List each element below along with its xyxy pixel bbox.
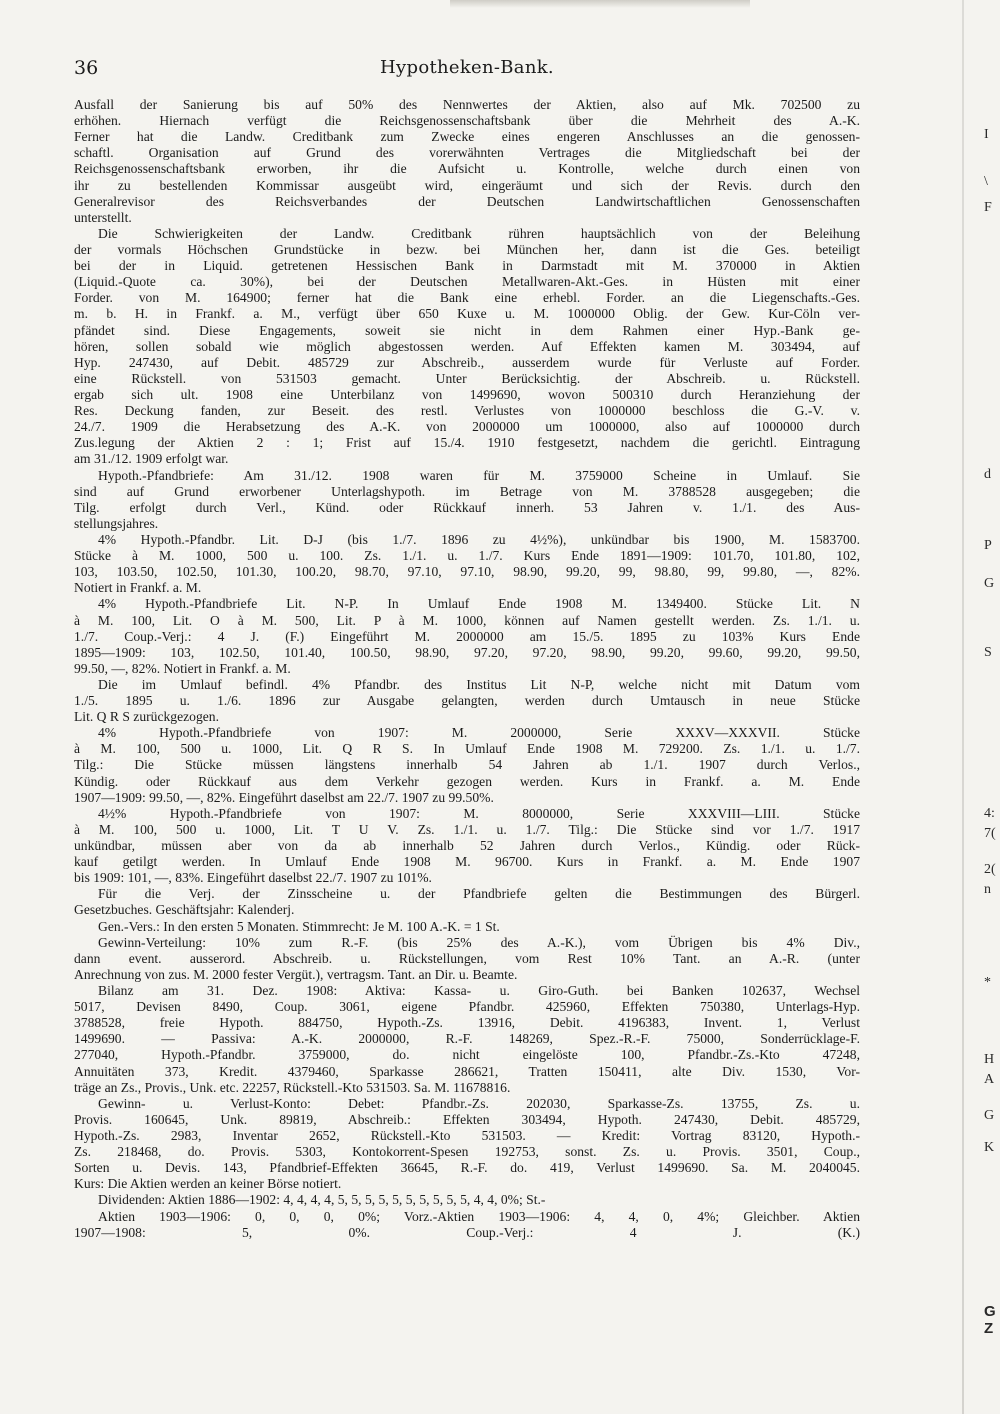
text-line: Tilg. erfolgt durch Verl., Künd. oder Rückkauf innerh. 53 Jahren v. 1./1. des Aus- [74,499,860,515]
text-line: à M. 100, 500 u. 1000, Lit. T U V. Zs. 1./1. u. 1./7. Tilg.: Die Stücke sind vor 1./7. 1917 [74,821,860,837]
text-line: unkündbar, müssen aber von da ab innerhalb 52 Jahren durch Verlos., Kündig. oder Rück- [74,838,860,854]
margin-fragment: G [984,1303,996,1320]
margin-fragment: \ [984,174,988,189]
margin-fragment: H [984,1052,995,1067]
text-line: Zs. 218468, do. Provis. 5303, Kontokorrent-Spesen 192753, sonst. Zs. u. Provis. 3501, Coup., [74,1144,860,1160]
text-line: stellungsjahres. [74,515,159,531]
text-line: Notiert in Frankf. a. M. [74,580,202,596]
text-line: ihr zu bestellenden Kommissar ausgeübt wird, eingeräumt und sich der Revis. durch den [74,177,860,193]
text-line: pfändet sind. Diese Engagements, soweit sie nicht in dem Rahmen einer Hyp.-Bank ge- [74,322,860,338]
text-line: kauf getilgt werden. In Umlauf Ende 1908 M. 96700. Kurs in Frankf. a. M. Ende 1907 [74,854,860,870]
margin-fragment: d [984,467,991,482]
text-line: Hyp. 247430, auf Debit. 485729 zur Abschreib., ausserdem wurde für Verluste auf Forder. [74,354,860,370]
text-line: Anrechnung von zus. M. 2000 fester Vergüt.), vertragsm. Tant. an Dir. u. Beamte. [74,966,518,982]
text-line: Die im Umlauf befindl. 4% Pfandbr. des Institus Lit N-P, welche nicht mit Datum vom [98,676,860,692]
margin-fragment: G [984,576,995,591]
text-line: am 31./12. 1909 erfolgt war. [74,451,229,467]
text-line: Annuitäten 373, Kredit. 4379460, Sparkasse 286621, Tratten 150411, alte Div. 1530, Vor- [74,1063,860,1079]
text-line: 24./7. 1909 die Herabsetzung des A.-K. von 2000000 um 1000000, also auf 1000000 durch [74,419,860,435]
text-line: 4% Hypoth.-Pfandbr. Lit. D-J (bis 1./7. 1896 zu 4½%), unkündbar bis 1900, M. 1583700. [98,531,860,547]
text-line: schaftl. Organisation auf Grund des vorerwähnten Vertrages die Mitgliedschaft bei der [74,145,860,161]
margin-fragment: P [984,538,992,553]
text-line: Kündig. oder Rückkauf aus dem Verkehr gezogen werden. Kurs in Frankf. a. M. Ende [74,773,860,789]
text-line: (Liquid.-Quote ca. 30%), bei der Deutschen Metallwaren-Akt.-Ges. in Hüsten mit einer [74,274,860,290]
text-line: Lit. Q R S zurückgezogen. [74,709,219,725]
text-line: hören, sollen sobald wie möglich abgestossen werden. Auf Effekten kamen M. 303494, auf [74,338,860,354]
text-line: Ferner hat die Landw. Creditbank zum Zwecke eines engeren Anschlusses an die genossen- [74,129,860,145]
text-line: erhöhen. Hiernach verfügt die Reichsgenossenschaftsbank über die Mehrheit des A.-K. [74,113,860,129]
text-line: Generalrevisor des Reichsverbandes der Deutschen Landwirtschaftlichen Genossenschaften [74,193,860,209]
text-line: der vormals Höchschen Grundstücke in bezw. bei München her, dann ist die Ges. beteiligt [74,241,860,257]
text-line: 277040, Hypoth.-Pfandbr. 3759000, do. nicht eingelöste 100, Pfandbr.-Zs.-Kto 47248, [74,1047,860,1063]
text-line: Forder. von M. 164900; ferner hat die Bank eine erhebl. Forder. an die Liegenschafts.-Ges. [74,290,860,306]
text-line: Gen.-Vers.: In den ersten 5 Monaten. Stimmrecht: Je M. 100 A.-K. = 1 St. [98,918,500,934]
margin-fragment: K [984,1140,995,1155]
text-line: m. b. H. in Frankf. a. M., verfügt über 650 Kuxe u. M. 1000000 Oblig. der Gew. Kur-Cöln ver- [74,306,860,322]
text-line: Dividenden: Aktien 1886—1902: 4, 4, 4, 4, 5, 5, 5, 5, 5, 5, 5, 5, 5, 5, 4, 4, 0%; St.- [98,1192,546,1208]
text-line: 4½% Hypoth.-Pfandbriefe von 1907: M. 8000000, Serie XXXVIII—LIII. Stücke [98,805,860,821]
text-line: dann event. ausserord. Abschreib. u. Rückstellungen, vom Rest 10% Tant. an A.-R. (unter [74,950,860,966]
text-line: Res. Deckung fanden, zur Beseit. des restl. Verlustes von 1000000 beschloss die G.-V. v. [74,403,860,419]
scan-shadow [450,0,750,8]
text-line: Aktien 1903—1906: 0, 0, 0, 0%; Vorz.-Aktien 1903—1906: 4, 4, 0, 4%; Gleichber. Aktien [98,1208,860,1224]
margin-fragment: S [984,645,992,660]
text-line: 5017, Devisen 8490, Coup. 3061, eigene Pfandbr. 425960, Effekten 750380, Unterlags-Hyp. [74,999,860,1015]
text-line: 1499690. — Passiva: A.-K. 2000000, R.-F. 148269, Spez.-R.-F. 75000, Sonderrücklage-F. [74,1031,860,1047]
margin-fragment: 2( [984,862,996,877]
text-line: bis 1909: 101, —, 83%. Eingeführt daselbst 22./7. 1907 zu 101%. [74,870,432,886]
margin-fragment: I [984,127,989,142]
text-line: Gewinn- u. Verlust-Konto: Debet: Pfandbr.-Zs. 202030, Sparkasse-Zs. 13755, Zs. u. [98,1095,860,1111]
text-line: Sorten u. Devis. 143, Pfandbrief-Effekten 36645, R.-F. do. 419, Verlust 1499690. Sa. M. 2040045. [74,1160,860,1176]
text-line: sind auf Grund erworbener Unterlagshypoth. im Betrage von M. 3788528 ausgegeben; die [74,483,860,499]
text-line: Die Schwierigkeiten der Landw. Creditbank rühren hauptsächlich von der Beleihung [98,225,860,241]
text-line: 1907—1908: 5, 0%. Coup.-Verj.: 4 J. (K.) [74,1224,860,1240]
margin-fragment: A [984,1072,995,1087]
text-line: Ausfall der Sanierung bis auf 50% des Nennwertes der Aktien, also auf Mk. 702500 zu [74,97,860,112]
margin-fragment: * [984,975,991,990]
text-line: Provis. 160645, Unk. 89819, Abschreib.: Effekten 303494, Hypoth. 247430, Debit. 485729, [74,1111,860,1127]
text-line: 1907—1909: 99.50, —, 82%. Eingeführt daselbst am 22./7. 1907 zu 99.50%. [74,789,494,805]
text-line: à M. 100, Lit. O à M. 500, Lit. P à M. 1000, können auf Namen gestellt werden. Zs. 1./1. u. [74,612,860,628]
text-line: 1./5. 1895 u. 1./6. 1896 zur Ausgabe gelangten, werden durch Umtausch in neue Stücke [74,693,860,709]
text-line: Hypoth.-Zs. 2983, Inventar 2652, Rückstell.-Kto 531503. — Kredit: Vortrag 83120, Hypoth.- [74,1128,860,1143]
text-line: à M. 100, 500 u. 1000, Lit. Q R S. In Umlauf Ende 1908 M. 729200. Zs. 1./1. u. 1./7. [74,741,860,757]
margin-fragment: G [984,1108,995,1123]
margin-fragment: 4: [984,806,995,821]
running-title: Hypotheken-Bank. [380,57,554,78]
text-line: bei der in Liquid. getretenen Hessischen Bank in Darmstadt mit M. 370000 in Aktien [74,258,860,274]
text-line: Zus.legung der Aktien 2 : 1; Frist auf 15./4. 1910 festgesetzt, nachdem die gerichtl. Eintragung [74,435,860,451]
text-line: ergab sich ult. 1908 eine Unterbilanz von 1499690, wovon 500310 durch Heranziehung der [74,386,860,402]
text-line: Tilg.: Die Stücke müssen längstens innerhalb 54 Jahren ab 1./1. 1907 durch Verlos., [74,757,860,773]
text-line: 4% Hypoth.-Pfandbriefe Lit. N-P. In Umlauf Ende 1908 M. 1349400. Stücke Lit. N [98,596,860,612]
margin-fragment: F [984,200,992,215]
text-line: 1./7. Coup.-Verj.: 4 J. (F.) Eingeführt M. 2000000 am 15./5. 1895 zu 103% Kurs Ende [74,628,860,644]
text-line: Hypoth.-Pfandbriefe: Am 31./12. 1908 waren für M. 3759000 Scheine in Umlauf. Sie [98,467,860,483]
text-line: 99.50, —, 82%. Notiert in Frankf. a. M. [74,660,291,676]
text-line: Bilanz am 31. Dez. 1908: Aktiva: Kassa- u. Giro-Guth. bei Banken 102637, Wechsel [98,983,860,999]
text-line: unterstellt. [74,209,132,225]
text-line: eine Rückstell. von 531503 gemacht. Unter Berücksichtig. der Abschreib. u. Rückstell. [74,370,860,386]
text-line: Für die Verj. der Zinsscheine u. der Pfandbriefe gelten die Bestimmungen des Bürgerl. [98,886,860,902]
text-line: 4% Hypoth.-Pfandbriefe von 1907: M. 2000000, Serie XXXV—XXXVII. Stücke [98,725,860,741]
text-line: träge an Zs., Provis., Unk. etc. 22257, Rückstell.-Kto 531503. Sa. M. 11678816. [74,1079,511,1095]
page-edge [962,0,964,1414]
next-page-margin [984,0,1000,1414]
text-line: 103, 103.50, 102.50, 101.30, 100.20, 98.70, 97.10, 97.10, 98.90, 99.20, 99, 98.80, 99, 99.80, —, 82%. [74,564,860,580]
text-line: Reichsgenossenschaftsbank erworben, ihr die Aufsicht u. Kontrolle, welche durch einen von [74,161,860,177]
text-line: Stücke à M. 1000, 500 u. 100. Zs. 1./1. u. 1./7. Kurs Ende 1891—1909: 101.70, 101.80, 102, [74,548,860,564]
text-line: 1895—1909: 103, 102.50, 101.40, 100.50, 98.90, 97.20, 97.20, 98.90, 99.20, 99.60, 99.20, 99.50, [74,644,860,660]
text-line: Gesetzbuches. Geschäftsjahr: Kalenderj. [74,902,295,918]
page-number: 36 [74,57,99,79]
page-header [74,57,860,81]
margin-fragment: n [984,882,991,897]
margin-fragment: 7( [984,826,996,841]
text-line: 3788528, freie Hypoth. 884750, Hypoth.-Zs. 13916, Debit. 4196383, Invent. 1, Verlust [74,1015,860,1031]
text-line: Gewinn-Verteilung: 10% zum R.-F. (bis 25% des A.-K.), vom Übrigen bis 4% Div., [98,934,860,950]
margin-fragment: Z [984,1320,994,1337]
text-line: Kurs: Die Aktien werden an keiner Börse notiert. [74,1176,342,1192]
article-body [74,97,860,1241]
